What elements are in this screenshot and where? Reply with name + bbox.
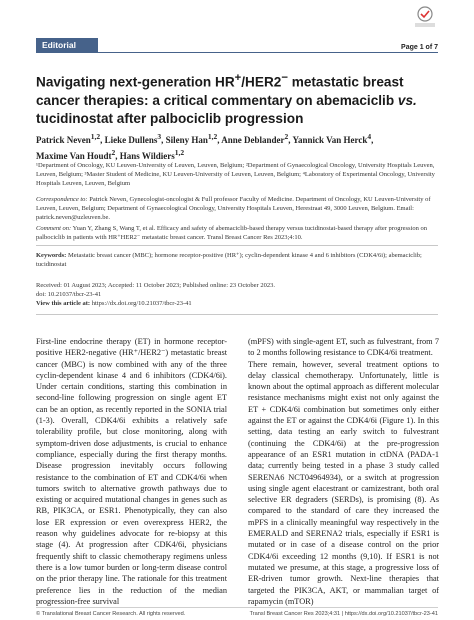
article-doi: doi: 10.21037/tbcr-23-41 [36,291,102,298]
author: Maxime Van Houdt$^2$, [36,147,120,161]
author: Yannick Van Herck$^4$, [292,132,374,145]
view-article-link[interactable]: View this article at: https://dx.doi.org/10.21037/tbcr-23-41 [36,300,192,307]
author: Hans Wildiers$^{1,2}$ [119,147,185,161]
footer-citation: Transl Breast Cancer Res 2023;4:31 | https://dx.doi.org/10.21037/tbcr-23-41 [249,611,438,617]
section-tag: Editorial [36,38,98,53]
article-title: Navigating next-generation HR+/HER2− metastatic breast cancer therapies: a critical commentary on abemaciclib vs. tucidinostat after palbociclib progression [36,72,417,126]
keywords: Keywords: Metastatic breast cancer (MBC); hormone receptor-positive (HR⁺); cyclin-dependent kinase 4 and 6 inhibitors (CDK4/6i); abemaciclib; tucidinostat [36,252,422,269]
comment-on: Comment on: Yuan Y, Zhang S, Wang T, et al. Efficacy and safety of abemaciclib-based therapy versus tucidinostat-based therapy after progression on palbociclib in patients with HR⁺HER2⁻ metastatic breast cancer. Transl Breast Cancer Res 2023;4:10. [36,225,427,242]
body-column-right: (mPFS) with single-agent ET, such as fulvestrant, from 7 to 2 months following resistance to CDK4/6i treatment. There remain, however, several treatment options to delay classical chemotherapy. Unfortunately, little is known about the optimal approach as different molecular resistance mechanisms might exist not only against the ET + CDK4/6i combination but sometimes only either against the ET or against the CDK4/6i (Figure 1). In this setting, data testing an early switch to fulvestrant (continuing the CDK4/6i) at the pre-progression appearance of an ESR1 mutation in ctDNA (PADA-1 data; currently being tested in a phase 3 study called SERENA6 NCT04964934), or a switch at progression using single agent elacestrant or camizestrant, both oral selective ER degraders (SERDs), is promising (8). As compared to the standard of care they increased the mPFS in a clinically meaningful way respectively in the EMERALD and SERENA2 trials, especially if ESR1 is mutated or in case of a disease control on the prior CDK4/6i exceeding 12 months (9,10). If ESR1 is not mutated we presume, at this stage, a progressive loss of ER-driven tumor growth. Next-line therapies that targeted the PIK3CA, AKT, or mammalian target of rapamycin (mTOR) [248,337,439,606]
header-rule [98,52,438,53]
author-list [36,131,438,162]
check-for-updates-logo[interactable] [412,5,438,29]
author: Sileny Han$^{1,2}$, [165,132,222,145]
article-dates: Received: 01 August 2023; Accepted: 11 October 2023; Published online: 23 October 2023. [36,282,275,289]
footer-rule [36,607,438,608]
author: Lieke Dullens$^3$, [104,132,166,145]
author: Patrick Neven$^{1,2}$, [36,132,105,145]
footer-copyright: © Translational Breast Cancer Research. All rights reserved. [36,611,186,617]
divider [36,245,438,246]
correspondence: Correspondence to: Patrick Neven, Gynecologist-oncologist & Full professor Faculty of Medicine. Department of Oncology, KU Leuven-University of Leuven, Leuven, Belgium; Department of Gynaecological Oncology, University Hospitals Leuven, Herestraat 49, 3000 Leuven, Belgium. Email: patrick.neven@uzleuven.be. [36,196,431,222]
affiliations: ¹Department of Oncology, KU Leuven-University of Leuven, Leuven, Belgium; ²Department of Gynaecological Oncology, University Hospitals Leuven, Leuven, Belgium; ³Master Student of Medicine, KU Leuven-University of Leuven, Leuven, Belgium; ⁴Laboratory of Experimental Oncology, University Hospitals Leuven, Leuven, Belgium [36,162,435,188]
author: Anne Deblander$^2$, [221,132,293,145]
page-number: Page 1 of 7 [401,44,438,51]
divider [36,314,438,315]
body-column-left: First-line endocrine therapy (ET) in hormone receptor-positive HER2-negative (HR⁺/HER2⁻) metastatic breast cancer (MBC) is now combined with any of the three cyclin-dependent kinase 4 and 6 inhibitors (CDK4/6i). Under certain conditions, starting this combination in second-line following progression on single agent ET can be an option, as recently reported in the SONIA trial (1-3). Overall, CDK4/6i exhibits a relatively safe tolerability profile, but close monitoring, along with symptom-driven dose adjustments, is crucial to enhance compliance, especially during the first therapy months. Disease progression inevitably occurs following resistance to the combination of ET and CDK4/6i when tumors switch to alternative growth pathways due to existing or acquired mutational changes in genes such as RB, PIK3CA, or ESR1. Phenotypically, they can also lose ER expression or even overexpress HER2, the reason why guidelines advocate for re-biopsy at this stage (4). At progression after CDK4/6i, physicians frequently shift to classic chemotherapy regimens unless there is a low tumor burden or long-term disease control on the prior therapy line. The rationale for this treatment preference lies in the reduction of the median progression-free survival [36,337,227,606]
